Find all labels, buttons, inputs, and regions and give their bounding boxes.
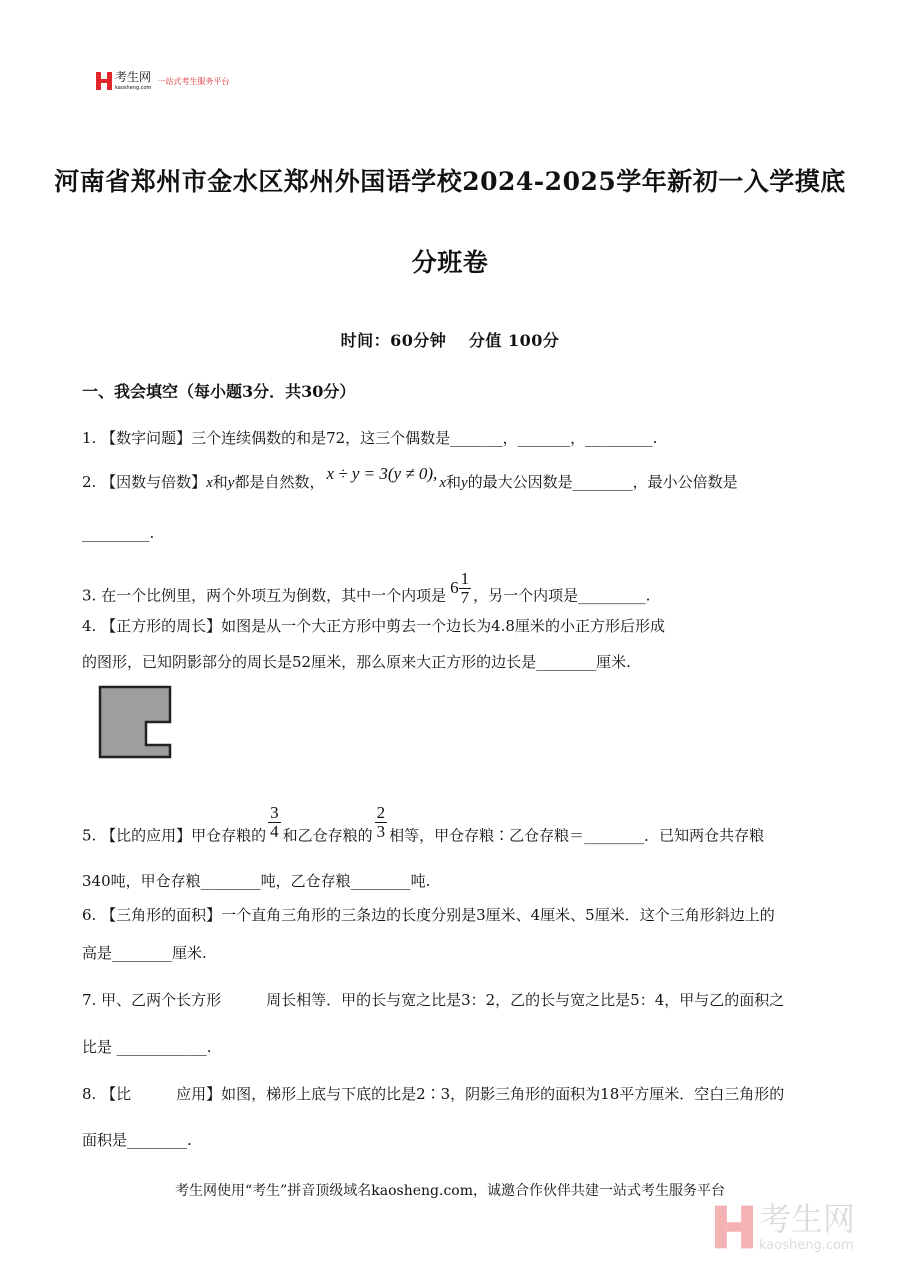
question-2 [82, 464, 738, 493]
var-x: x [206, 475, 213, 491]
fraction [375, 804, 388, 841]
q3-text: 3. 在一个比例里，两个外项互为倒数，其中一个内项是 [82, 586, 447, 605]
question-5-line2: 340吨，甲仓存粮________吨，乙仓存粮________吨. [82, 872, 431, 890]
q5-text: 相等，甲仓存粮∶乙仓存粮＝________．已知两仓共存粮 [389, 826, 765, 845]
watermark-logo [715, 1200, 855, 1254]
logo-mark-icon [96, 72, 112, 90]
denominator: 4 [270, 822, 279, 841]
slogan: 一站式考生服务平台 [157, 76, 230, 86]
page-title-line2: 分班卷 [411, 248, 489, 277]
denominator: 3 [376, 822, 386, 841]
denominator: 7 [460, 588, 470, 607]
numerator: 2 [376, 803, 386, 822]
question-8-line2: 面积是________. [82, 1131, 192, 1149]
question-7-line2: 比是 ____________. [82, 1038, 212, 1056]
numerator: 1 [460, 569, 470, 588]
q2-text: 的最大公因数是________，最小公倍数是 [467, 473, 738, 491]
question-6-line1: 6. 【三角形的面积】一个直角三角形的三条边的长度分别是3厘米、4厘米、5厘米．这个三角形斜边上的 [82, 906, 775, 924]
q2-text: 2. 【因数与倍数】 [82, 473, 207, 491]
section-heading: 一、我会填空（每小题3分．共30分） [82, 382, 356, 401]
var-y: y [227, 475, 235, 491]
var-x: x [439, 475, 446, 491]
q2-text: 和 [212, 473, 228, 491]
question-4-line2: 的图形，已知阴影部分的周长是52厘米，那么原来大正方形的边长是________厘米. [82, 653, 631, 671]
watermark-text: 考生网 [759, 1200, 856, 1238]
page-title-line1: 河南省郑州市金水区郑州外国语学校2024-2025学年新初一入学摸底 [54, 167, 846, 196]
question-1: 1. 【数字问题】三个连续偶数的和是72，这三个偶数是_______，_______，_________. [82, 429, 658, 447]
q3-text: ，另一个内项是_________. [473, 586, 651, 605]
q2-text: 都是自然数， [234, 473, 325, 491]
question-8-line1: 8. 【比 应用】如图，梯形上底与下底的比是2∶3，阴影三角形的面积为18平方厘米．空白三角形的 [82, 1085, 785, 1103]
whole: 6 [450, 577, 459, 597]
watermark-mark-icon [715, 1204, 753, 1250]
q5-text: 5. 【比的应用】甲仓存粮的 [82, 826, 267, 845]
question-4-line1: 4. 【正方形的周长】如图是从一个大正方形中剪去一个边长为4.8厘米的小正方形后形成 [82, 617, 665, 635]
exam-meta: 时间：60分钟 分值 100分 [340, 331, 560, 350]
logo-text: 考生网 [115, 70, 152, 84]
numerator: 3 [270, 803, 279, 822]
fraction [268, 804, 281, 841]
watermark-sub: kaosheng.com [759, 1238, 854, 1253]
q5-text: 和乙仓存粮的 [282, 826, 373, 845]
equation: x ÷ y = 3(y ≠ 0), [326, 464, 438, 483]
shaded-square-figure [97, 684, 175, 760]
page-footer: 考生网使用“考生”拼音顶级域名kaosheng.com，诚邀合作伙伴共建一站式考生服务平台 [174, 1183, 726, 1199]
site-logo[interactable] [96, 70, 229, 92]
q2-text: 和 [445, 473, 461, 491]
question-2-cont: _________. [82, 524, 155, 542]
question-6-line2: 高是________厘米. [82, 944, 207, 962]
question-5 [82, 803, 765, 855]
logo-sub: kaosheng.com [115, 85, 152, 91]
var-y: y [461, 475, 468, 491]
question-3 [82, 569, 651, 615]
mixed-fraction [459, 570, 472, 607]
question-7-line1: 7. 甲、乙两个长方形 周长相等．甲的长与宽之比是3：2，乙的长与宽之比是5：4，甲与乙的面积之 [82, 991, 785, 1009]
